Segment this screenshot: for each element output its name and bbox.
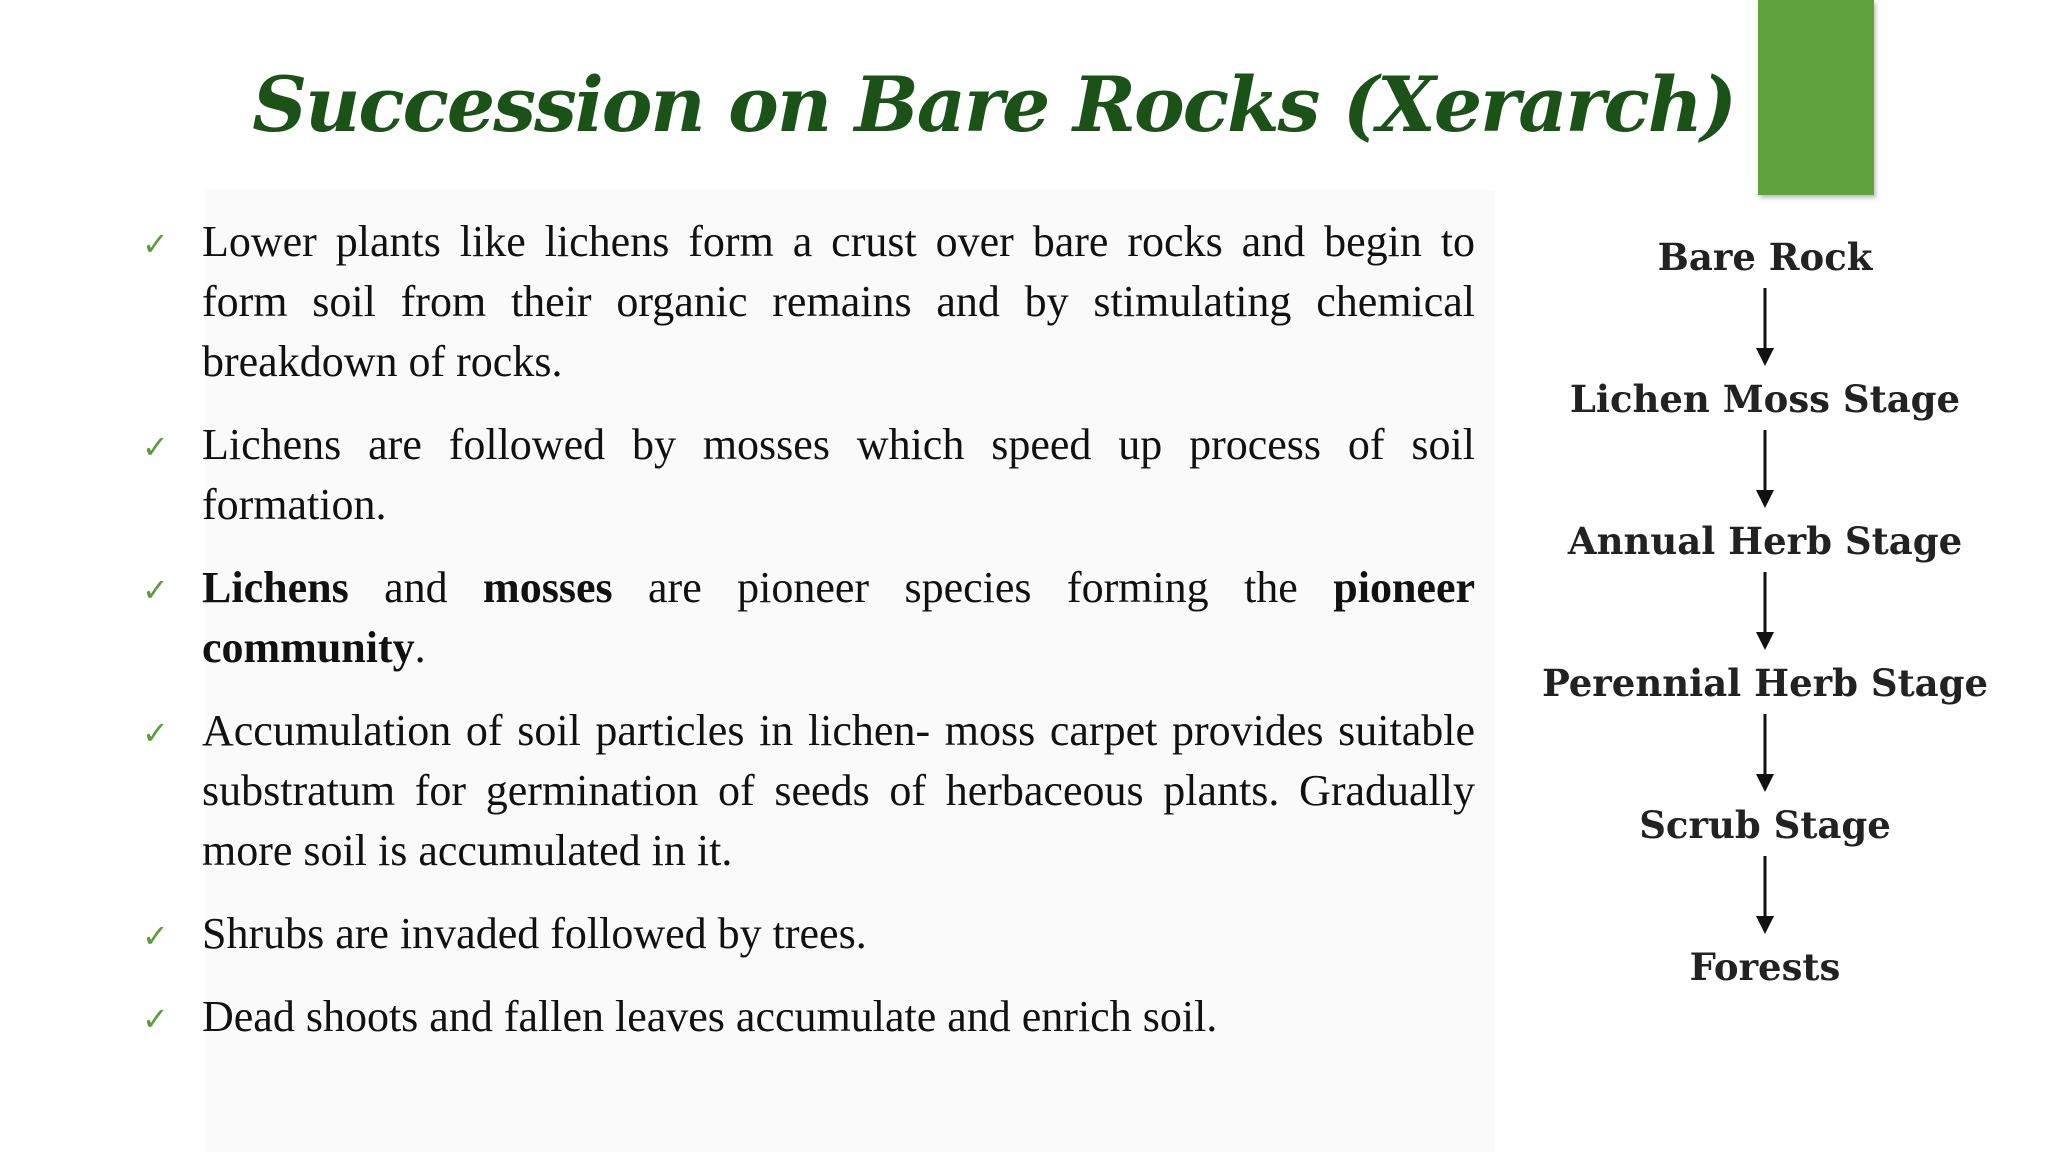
flow-stage: Scrub Stage — [1639, 803, 1891, 847]
checkmark-icon: ✓ — [142, 428, 169, 466]
flow-stage: Annual Herb Stage — [1567, 519, 1963, 563]
bullet-bold-text: Lichens — [202, 563, 349, 612]
bullet-text: Lower plants like lichens form a crust over bare rocks and begin to form soil from their organic remains and by stimulating chemical breakdown of rocks. — [202, 217, 1475, 386]
down-arrow-icon — [1753, 566, 1777, 658]
bullet-bold-text: mosses — [483, 563, 613, 612]
checkmark-icon: ✓ — [142, 1000, 169, 1038]
flow-stage: Forests — [1689, 945, 1841, 989]
down-arrow-icon — [1753, 708, 1777, 800]
bullet-bold-text: pioneer community — [202, 563, 1476, 672]
bullet-text: and — [348, 563, 484, 612]
bullet-text: are pioneer species forming the — [612, 563, 1334, 612]
bullet-item — [140, 701, 1475, 881]
checkmark-icon: ✓ — [142, 571, 169, 609]
slide-title: Succession on Bare Rocks (Xerarch) — [252, 60, 1735, 149]
bullet-item — [140, 558, 1475, 678]
flow-stage: Perennial Herb Stage — [1541, 661, 1989, 705]
bullet-item — [140, 987, 1475, 1047]
bullet-text: Lichens are followed by mosses which speed up process of soil formation. — [202, 420, 1475, 529]
checkmark-icon: ✓ — [142, 917, 169, 955]
bullet-text: Shrubs are invaded followed by trees. — [202, 909, 867, 958]
down-arrow-icon — [1753, 424, 1777, 516]
accent-bar — [1758, 0, 1874, 195]
bullet-item — [140, 415, 1475, 535]
bullet-list — [140, 212, 1475, 1070]
checkmark-icon: ✓ — [142, 714, 169, 752]
bullet-item — [140, 212, 1475, 392]
bullet-text: Dead shoots and fallen leaves accumulate and enrich soil. — [202, 992, 1218, 1041]
down-arrow-icon — [1753, 850, 1777, 942]
down-arrow-icon — [1753, 282, 1777, 374]
bullet-text: Accumulation of soil particles in lichen- moss carpet provides suitable substratum for germination of seeds of herbaceous plants. Gradually more soil is accumulated in it. — [202, 706, 1475, 875]
checkmark-icon: ✓ — [142, 225, 169, 263]
bullet-item — [140, 904, 1475, 964]
flow-stage: Lichen Moss Stage — [1569, 377, 1961, 421]
succession-flowchart — [1530, 232, 2000, 992]
flow-stage: Bare Rock — [1657, 235, 1873, 279]
bullet-text: . — [414, 623, 426, 672]
